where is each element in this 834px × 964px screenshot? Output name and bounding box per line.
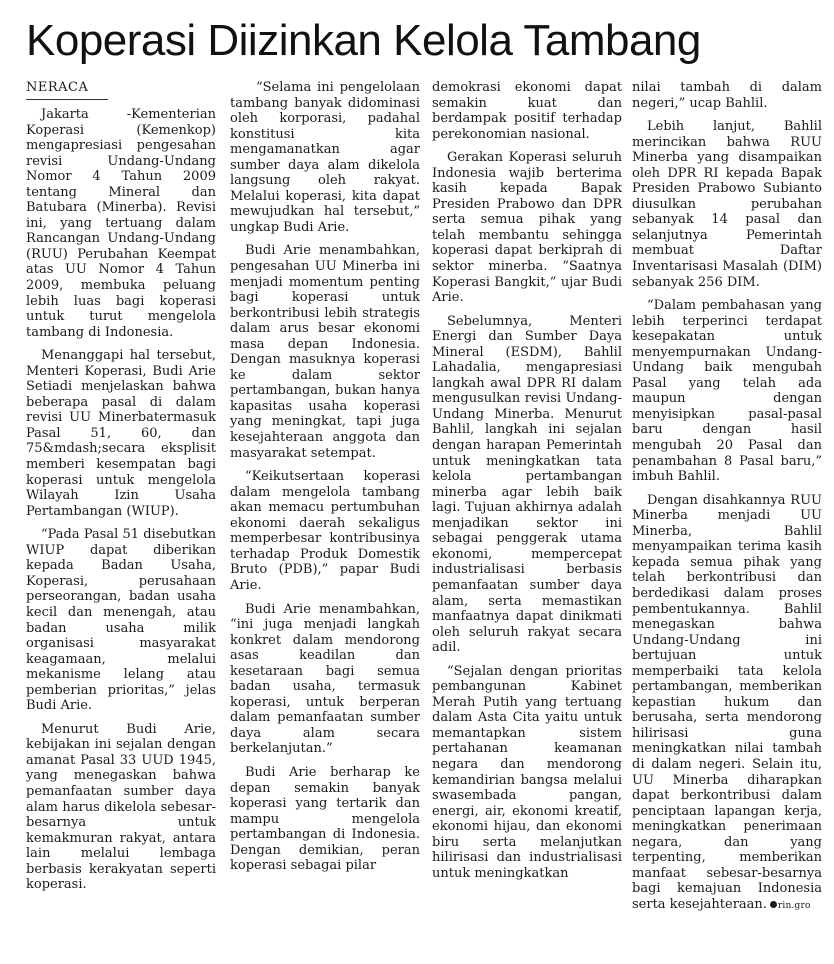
article-paragraph: nilai tambah di dalam negeri,” ucap Bahlil. bbox=[632, 80, 822, 111]
article-paragraph: Budi Arie menambahkan, “ini juga menjadi langkah konkret dalam mendorong asas keadilan dan kesetaraan bagi semua badan usaha, termasuk koperasi, untuk berperan dalam pemanfaatan sumber daya alam secara berkelanjutan.” bbox=[230, 601, 420, 757]
author-credit: rin.gro bbox=[777, 900, 811, 911]
article-headline: Koperasi Diizinkan Kelola Tambang bbox=[26, 16, 701, 65]
article-paragraph: “Pada Pasal 51 disebutkan WIUP dapat diberikan kepada Badan Usaha, Koperasi, perusahaan perseorangan, badan usaha kecil dan menengah, atau badan usaha milik organisasi masyarakat keagamaan, melalui mekanisme lelang atau pemberian prioritas,” jelas Budi Arie. bbox=[26, 527, 216, 714]
article-paragraph bbox=[632, 493, 822, 915]
article-column-3 bbox=[432, 80, 622, 889]
article-paragraph: “Selama ini pengelolaan tambang banyak didominasi oleh korporasi, padahal konstitusi kita mengamanatkan agar sumber daya alam dikelola langsung oleh rakyat. Melalui koperasi, kita dapat mewujudkan hal tersebut,” ungkap Budi Arie. bbox=[230, 80, 420, 235]
article-paragraph: Budi Arie berharap ke depan semakin banyak koperasi yang tertarik dan mampu mengelola pertambangan di Indonesia. Dengan demikian, peran koperasi sebagai pilar bbox=[230, 764, 420, 874]
article-column-4 bbox=[632, 80, 822, 922]
article-paragraph: “Keikutsertaan koperasi dalam mengelola tambang akan memacu pertumbuhan ekonomi daerah sekaligus memperbesar kontribusinya terhadap Produk Domestik Bruto (PDB),” papar Budi Arie. bbox=[230, 469, 420, 593]
article-paragraph: “Dalam pembahasan yang lebih terperinci terdapat kesepakatan untuk menyempurnakan Undang-Undang baik mengubah Pasal yang telah ada maupun dengan menyisipkan pasal-pasal baru dengan hasil mengubah 20 Pasal dan penambahan 8 Pasal baru,” imbuh Bahlil. bbox=[632, 298, 822, 485]
section-label: NERACA bbox=[26, 80, 89, 95]
article-paragraph: “Sejalan dengan prioritas pembangunan Kabinet Merah Putih yang tertuang dalam Asta Cita yaitu untuk memantapkan sistem pertahanan keamanan negara dan mendorong kemandirian bangsa melalui swasembada pangan, energi, air, ekonomi kreatif, ekonomi hijau, dan ekonomi biru serta melanjutkan hilirisasi dan industrialisasi untuk meningkatkan bbox=[432, 663, 622, 881]
article-paragraph: Menurut Budi Arie, kebijakan ini sejalan dengan amanat Pasal 33 UUD 1945, yang menegaskan bahwa pemanfaatan sumber daya alam harus dikelola sebesar-besarnya untuk kemakmuran rakyat, antara lain melalui lembaga berbasis kerakyatan seperti koperasi. bbox=[26, 721, 216, 893]
article-paragraph: Gerakan Koperasi seluruh Indonesia wajib berterima kasih kepada Bapak Presiden Prabowo dan DPR serta semua pihak yang telah membantu sehingga koperasi dapat berkiprah di sektor minerba. “Saatnya Koperasi Bangkit,” ujar Budi Arie. bbox=[432, 150, 622, 306]
section-label-rule bbox=[26, 99, 108, 100]
article-paragraph-text: Dengan disahkannya RUU Minerba menjadi UU Minerba, Bahlil menyampaikan terima kasih kepada semua pihak yang telah berkontribusi dan berdedikasi dalam proses pembentukannya. Bahlil menegaskan bahwa Undang-Undang ini bertujuan untuk memperbaiki tata kelola pertambangan, memberikan kepastian hukum dan berusaha, serta mendorong hilirisasi guna meningkatkan nilai tambah di dalam negeri. Selain itu, UU Minerba diharapkan dapat berkontribusi dalam penciptaan lapangan kerja, meningkatkan penerimaan negara, dan yang terpenting, memberikan manfaat sebesar-besarnya bagi kemajuan Indonesia serta kesejahteraan. bbox=[632, 492, 822, 912]
article-column-2 bbox=[230, 80, 420, 882]
article-paragraph: Jakarta -Kementerian Koperasi (Kemenkop) mengapresiasi pengesahan revisi Undang-Undang Nomor 4 Tahun 2009 tentang Mineral dan Batubara (Minerba). Revisi ini, yang tertuang dalam Rancangan Undang-Undang (RUU) Perubahan Keempat atas UU Nomor 4 Tahun 2009, membuka peluang lebih luas bagi koperasi untuk turut mengelola tambang di Indonesia. bbox=[26, 107, 216, 340]
article-paragraph: Budi Arie menambahkan, pengesahan UU Minerba ini menjadi momentum penting bagi koperasi untuk berkontribusi lebih strategis dalam arus besar ekonomi masa depan Indonesia. Dengan masuknya koperasi ke dalam sektor pertambangan, bukan hanya kapasitas usaha koperasi yang meningkat, tapi juga kesejahteraan anggota dan masyarakat setempat. bbox=[230, 243, 420, 461]
article-paragraph: Sebelumnya, Menteri Energi dan Sumber Daya Mineral (ESDM), Bahlil Lahadalia, mengapresiasi langkah awal DPR RI dalam mengusulkan revisi Undang-Undang Minerba. Menurut Bahlil, langkah ini sejalan dengan harapan Pemerintah untuk meningkatkan tata kelola pertambangan minerba agar lebih baik lagi. Tujuan akhirnya adalah menjadikan sektor ini sebagai penggerak utama ekonomi, mempercepat industrialisasi berbasis pemanfaatan sumber daya alam, serta memastikan manfaatnya dapat dinikmati oleh seluruh rakyat secara adil. bbox=[432, 313, 622, 656]
article-paragraph: demokrasi ekonomi dapat semakin kuat dan berdampak positif terhadap perekonomian nasional. bbox=[432, 80, 622, 142]
article-paragraph: Menanggapi hal tersebut, Menteri Koperasi, Budi Arie Setiadi menjelaskan bahwa beberapa pasal di dalam revisi UU Minerbatermasuk Pasal 51, 60, dan 75&mdash;secara eksplisit memberi kesempatan bagi koperasi untuk mengelola Wilayah Izin Usaha Pertambangan (WIUP). bbox=[26, 348, 216, 519]
article-column-1 bbox=[26, 80, 216, 901]
end-mark-icon bbox=[770, 901, 777, 908]
article-paragraph: Lebih lanjut, Bahlil merincikan bahwa RUU Minerba yang disampaikan oleh DPR RI kepada Bapak Presiden Prabowo Subianto diusulkan perubahan sebanyak 14 pasal dan selanjutnya Pemerintah membuat Daftar Inventarisasi Masalah (DIM) sebanyak 256 DIM. bbox=[632, 119, 822, 290]
